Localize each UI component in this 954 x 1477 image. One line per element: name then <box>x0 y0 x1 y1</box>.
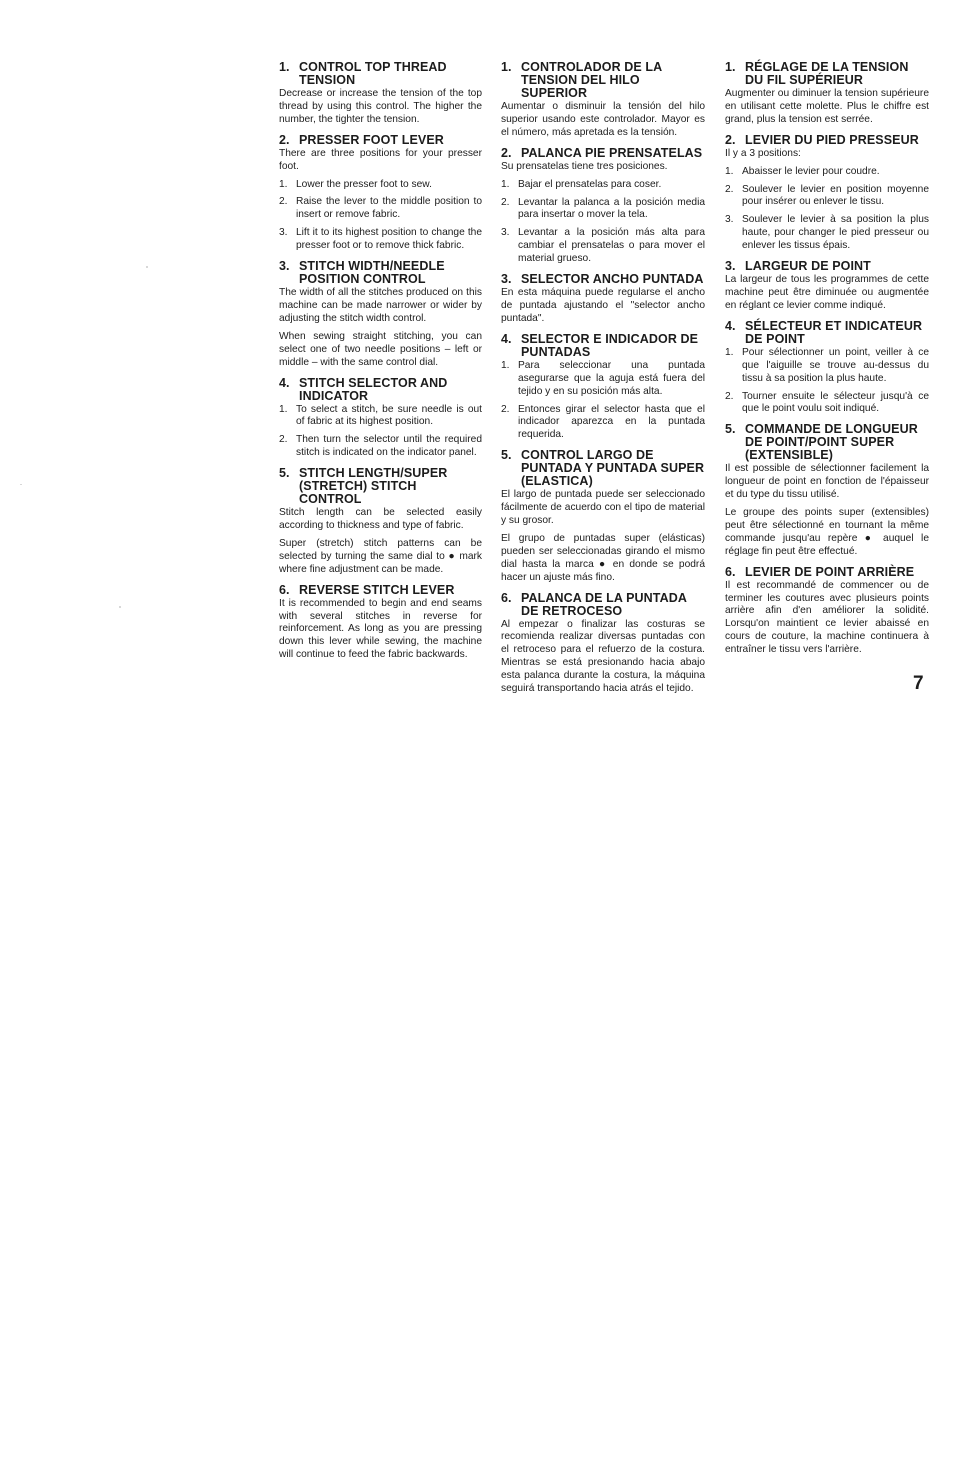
section-heading <box>279 377 482 403</box>
numbered-list <box>279 404 482 461</box>
section-number: 2. <box>501 145 512 160</box>
section-title: SELECTOR ANCHO PUNTADA <box>521 272 704 287</box>
list-item <box>725 214 929 253</box>
paragraph: El grupo de puntadas super (elásticas) pueden ser seleccionadas girando el mismo dial hasta la marca ● en donde se podrá hacer un ajuste más fino. <box>501 532 705 583</box>
list-item-text: Levantar a la posición más alta para cambiar el prensatelas o para mover el material grueso. <box>518 227 705 265</box>
list-item <box>725 184 929 210</box>
list-item-number: 1. <box>725 165 734 177</box>
section <box>725 423 929 558</box>
section-number: 3. <box>279 259 290 274</box>
section-title: SÉLECTEUR ET INDICATEUR DE POINT <box>745 318 923 346</box>
list-item-number: 2. <box>725 390 734 402</box>
list-item <box>279 434 482 460</box>
section-number: 5. <box>501 448 512 463</box>
paragraph: El largo de puntada puede ser seleccionado fácilmente de acuerdo con el tipo de material y su grosor. <box>501 489 705 527</box>
list-item <box>279 179 482 192</box>
section <box>501 61 705 140</box>
paragraph: Augmenter ou diminuer la tension supérieure en utilisant cette molette. Plus le chiffre est grand, plus la tension est serrée. <box>725 88 929 125</box>
scan-speck <box>119 606 121 608</box>
numbered-list <box>501 179 705 266</box>
list-item <box>501 197 705 223</box>
section-number: 4. <box>279 375 290 390</box>
section-number: 4. <box>725 318 736 333</box>
section-number: 3. <box>725 259 736 274</box>
section-number: 3. <box>501 272 512 287</box>
column-spanish <box>501 61 705 703</box>
section-heading <box>501 333 705 359</box>
section-number: 2. <box>725 132 736 147</box>
list-item-number: 3. <box>501 227 510 239</box>
numbered-list <box>725 166 929 253</box>
paragraph: The width of all the stitches produced on this machine can be made narrower or wider by adjusting the stitch width control. <box>279 287 482 324</box>
section-heading <box>501 449 705 488</box>
section <box>279 584 482 663</box>
list-item-text: Lower the presser foot to sew. <box>296 178 432 190</box>
section-number: 2. <box>279 132 290 147</box>
section <box>279 260 482 369</box>
list-item-number: 2. <box>501 196 510 208</box>
section-number: 1. <box>279 60 290 74</box>
section-title: PRESSER FOOT LEVER <box>299 132 444 147</box>
paragraph: Il est possible de sélectionner facilement la longueur de point en fonction de l'épaisseur et du type du tissu utilisé. <box>725 463 929 501</box>
paragraph: Il y a 3 positions: <box>725 147 801 159</box>
section-title: CONTROLADOR DE LA TENSION DEL HILO SUPERIOR <box>521 60 662 100</box>
list-item <box>725 391 929 417</box>
section <box>279 134 482 253</box>
section-title: LEVIER DU PIED PRESSEUR <box>745 132 919 147</box>
paragraph: It is recommended to begin and end seams with several stitches in reverse for reinforcement. As long as you are pressing down this lever while sewing, the machine will continue to feed the fabric backwards. <box>279 597 482 661</box>
section-heading <box>501 273 705 286</box>
section-heading <box>279 260 482 286</box>
numbered-list <box>279 179 482 254</box>
paragraph: Al empezar o finalizar las costuras se recomienda realizar diversas puntadas con el retroceso para el refuerzo de la costura. Mientras se está presionando hacia abajo esta palanca durante la costura, la máquina seguirá transportando hacia atrás el tejido. <box>501 618 705 695</box>
list-item-number: 2. <box>279 434 288 446</box>
list-item-number: 2. <box>501 403 510 415</box>
section-number: 1. <box>725 60 736 74</box>
list-item-number: 1. <box>501 359 510 371</box>
section <box>725 61 929 127</box>
list-item-text: Entonces girar el selector hasta que el indicador aparezca en la puntada requerida. <box>518 403 705 441</box>
paragraph: Il est recommandé de commencer ou de terminer les coutures avec plusieurs points arrière afin d'en améliorer la solidité. Lorsqu'on maintient ce levier abaissé en cours de couture, la machine continuera à entraîner le tissu vers l'arrière. <box>725 579 929 656</box>
paragraph: Su prensatelas tiene tres posiciones. <box>501 160 668 172</box>
section-heading <box>279 584 482 597</box>
list-item-text: Para seleccionar una puntada asegurarse que la aguja está fuera del tejido y en su posición más alta. <box>518 359 705 397</box>
list-item-number: 2. <box>279 196 288 208</box>
section-heading <box>725 260 929 273</box>
section-number: 6. <box>725 564 736 579</box>
list-item-text: Pour sélectionner un point, veiller à ce que l'aiguille se trouve au-dessus du tissu à sa position la plus haute. <box>742 346 929 384</box>
section-heading <box>725 423 929 462</box>
list-item-number: 3. <box>725 214 734 226</box>
section-number: 4. <box>501 331 512 346</box>
section-title: LARGEUR DE POINT <box>745 259 871 274</box>
paragraph: Aumentar o disminuir la tensión del hilo superior usando este controlador. Mayor es el número, más apretada es la tensión. <box>501 101 705 138</box>
paragraph: Decrease or increase the tension of the top thread by using this control. The higher the number, the tighter the tension. <box>279 88 482 125</box>
list-item <box>725 166 929 179</box>
list-item <box>279 404 482 430</box>
section-title: PALANCA DE LA PUNTADA DE RETROCESO <box>521 590 687 618</box>
section <box>501 449 705 584</box>
section-number: 6. <box>501 590 512 605</box>
list-item <box>501 360 705 399</box>
section-title: REVERSE STITCH LEVER <box>299 582 455 597</box>
list-item <box>279 227 482 253</box>
section <box>725 134 929 253</box>
list-item <box>501 404 705 443</box>
scan-speck <box>20 484 22 485</box>
section <box>501 273 705 326</box>
paragraph: Le groupe des points super (extensibles) peut être sélectionné en tournant la même commande jusqu'au repère ● auquel le réglage fin peut être effectué. <box>725 507 929 557</box>
section-heading <box>725 320 929 346</box>
section-title: RÉGLAGE DE LA TENSION DU FIL SUPÉRIEUR <box>745 60 909 87</box>
section-heading <box>725 61 929 87</box>
paragraph: Stitch length can be selected easily according to thickness and type of fabric. <box>279 507 482 532</box>
paragraph: La largeur de tous les programmes de cette machine peut être diminuée ou augmentée en réglant ce levier comme indiqué. <box>725 274 929 311</box>
paragraph: En esta máquina puede regularse el ancho de puntada ajustando el "selector ancho puntada". <box>501 287 705 324</box>
list-item-number: 1. <box>501 178 510 190</box>
list-item-number: 1. <box>279 403 288 415</box>
list-item-number: 2. <box>725 183 734 195</box>
section-heading <box>501 592 705 618</box>
list-item-text: Tourner ensuite le sélecteur jusqu'à ce que le point voulu soit indiqué. <box>742 390 929 415</box>
section-title: LEVIER DE POINT ARRIÈRE <box>745 564 915 579</box>
list-item-text: Raise the lever to the middle position to insert or remove fabric. <box>296 196 482 221</box>
list-item-text: Soulever le levier à sa position la plus haute, pour changer le pied presseur ou enlever les tissus épais. <box>742 214 929 252</box>
section-heading <box>501 61 705 100</box>
column-french <box>725 61 929 664</box>
section-number: 1. <box>501 60 512 74</box>
scan-speck <box>146 266 148 268</box>
page-number: 7 <box>913 673 924 694</box>
list-item-text: Lift it to its highest position to change the presser foot or to remove thick fabric. <box>296 227 482 252</box>
section <box>279 377 482 461</box>
paragraph: Super (stretch) stitch patterns can be selected by turning the same dial to ● mark where fine adjustment can be made. <box>279 537 482 575</box>
section <box>725 260 929 313</box>
numbered-list <box>501 360 705 442</box>
list-item <box>501 179 705 192</box>
section <box>279 467 482 577</box>
paragraph: There are three positions for your presser foot. <box>279 147 482 172</box>
section <box>501 333 705 442</box>
section-title: STITCH LENGTH/SUPER (STRETCH) STITCH CONTROL <box>299 466 448 507</box>
list-item-text: Bajar el prensatelas para coser. <box>518 178 662 190</box>
section <box>501 592 705 696</box>
list-item-text: Abaisser le levier pour coudre. <box>742 165 880 177</box>
section-heading <box>725 566 929 579</box>
section-heading <box>279 61 482 87</box>
section-title: PALANCA PIE PRENSATELAS <box>521 145 703 160</box>
section-heading <box>725 134 929 147</box>
section <box>279 61 482 127</box>
list-item-text: Soulever le levier en position moyenne pour insérer ou enlever le tissu. <box>742 183 929 208</box>
section <box>725 566 929 657</box>
list-item-number: 1. <box>725 346 734 358</box>
list-item <box>279 196 482 222</box>
list-item-text: Levantar la palanca a la posición media para insertar o mover la tela. <box>518 196 705 221</box>
section-number: 5. <box>279 466 290 481</box>
section <box>501 147 705 266</box>
section-heading <box>279 467 482 506</box>
list-item-number: 3. <box>279 227 288 239</box>
section-title: STITCH WIDTH/NEEDLE POSITION CONTROL <box>299 259 445 287</box>
column-english <box>279 61 482 669</box>
list-item <box>725 347 929 386</box>
section-title: COMMANDE DE LONGUEUR DE POINT/POINT SUPER (EXTENSIBLE) <box>745 422 918 463</box>
paragraph: When sewing straight stitching, you can select one of two needle positions – left or middle – with the same control dial. <box>279 330 482 368</box>
section-title: STITCH SELECTOR AND INDICATOR <box>299 375 448 403</box>
section-heading <box>501 147 705 160</box>
list-item-text: Then turn the selector until the required stitch is indicated on the indicator panel. <box>296 434 482 459</box>
numbered-list <box>725 347 929 417</box>
section-number: 5. <box>725 422 736 437</box>
section-number: 6. <box>279 582 290 597</box>
section-title: SELECTOR E INDICADOR DE PUNTADAS <box>521 331 699 359</box>
section-heading <box>279 134 482 147</box>
list-item-number: 1. <box>279 178 288 190</box>
list-item <box>501 227 705 266</box>
section-title: CONTROL TOP THREAD TENSION <box>299 60 447 87</box>
section-title: CONTROL LARGO DE PUNTADA Y PUNTADA SUPER (ELASTICA) <box>521 448 705 489</box>
list-item-text: To select a stitch, be sure needle is out of fabric at its highest position. <box>296 403 482 428</box>
section <box>725 320 929 417</box>
